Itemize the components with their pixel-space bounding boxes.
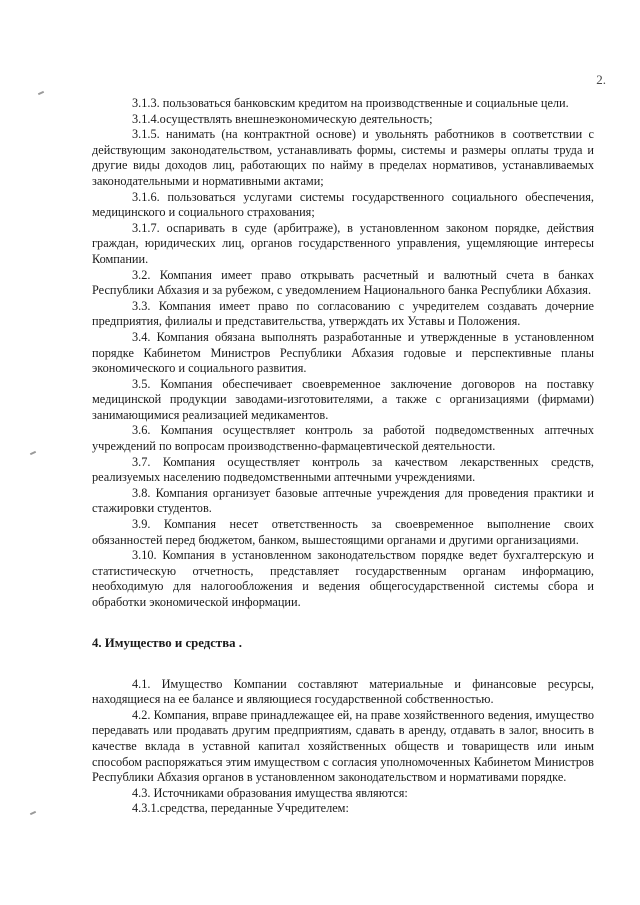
paragraph-3-1-6: 3.1.6. пользоваться услугами системы государственного социального обеспечения, медицинского и социального страхования; — [92, 189, 594, 220]
paragraph-4-3-1: 4.3.1.средства, переданные Учредителем: — [132, 801, 349, 816]
page-number: 2. — [596, 72, 606, 87]
paragraph-3-2: 3.2. Компания имеет право открывать расчетный и валютный счета в банках Республики Абхазия и за рубежом, с уведомлением Национального банка Республики Абхазия. — [92, 267, 594, 298]
scan-mark — [38, 91, 44, 95]
paragraph-3-5: 3.5. Компания обеспечивает своевременное заключение договоров на поставку медицинской продукции заводами-изготовителями, а также с организациями (фирмами) занимающимися реализацией медикаментов. — [92, 376, 594, 422]
scan-mark — [30, 811, 36, 815]
paragraph-4-2: 4.2. Компания, вправе принадлежащее ей, на праве хозяйственного ведения, имущество передавать или продавать другим предприятиям, сдавать в аренду, отдавать в залог, вносить в качестве вклада в уставной капитал хозяйственных обществ и товариществ или иным способом распоряжаться этим имуществом с согласия уполномоченных Кабинетом Министров Республики Абхазия органов в установленном законодательством и нормативами порядке. — [92, 707, 594, 785]
paragraph-3-1-4: 3.1.4.осуществлять внешнеэкономическую деятельность; — [132, 111, 433, 126]
paragraph-4-1: 4.1. Имущество Компании составляют материальные и финансовые ресурсы, находящиеся на ее балансе и являющиеся государственной собственностью. — [92, 676, 594, 707]
section-heading: 4. Имущество и средства . — [92, 635, 242, 650]
paragraph-3-1-7: 3.1.7. оспаривать в суде (арбитраже), в установленном законом порядке, действия граждан, юридических лиц, органов государственного управления, ущемляющие интересы Компании. — [92, 220, 594, 266]
paragraph-4-3: 4.3. Источниками образования имущества являются: — [132, 785, 408, 800]
section-paragraphs — [92, 677, 594, 817]
top-paragraphs — [92, 96, 594, 611]
paragraph-3-7: 3.7. Компания осуществляет контроль за качеством лекарственных средств, реализуемых населению подведомственными аптечными учреждениями. — [92, 454, 594, 485]
scan-mark — [30, 451, 36, 455]
paragraph-3-1-3: 3.1.3. пользоваться банковским кредитом на производственные и социальные цели. — [132, 96, 569, 110]
paragraph-3-1-5: 3.1.5. нанимать (на контрактной основе) и увольнять работников в соответствии с действующим законодательством, устанавливать формы, системы и размеры оплаты труда и другие виды доходов лиц, работающих по найму в пределах нормативов, устанавливаемых законодательными и нормативными актами; — [92, 127, 594, 188]
paragraph-3-8: 3.8. Компания организует базовые аптечные учреждения для проведения практики и стажировки студентов. — [92, 485, 594, 516]
paragraph-3-6: 3.6. Компания осуществляет контроль за работой подведомственных аптечных учреждений по вопросам производственно-фармацевтической деятельности. — [92, 423, 594, 454]
paragraph-3-9: 3.9. Компания несет ответственность за своевременное выполнение своих обязанностей перед бюджетом, банком, вышестоящими органами и другими организациями. — [92, 517, 594, 547]
paragraph-3-4: 3.4. Компания обязана выполнять разработанные и утвержденные в установленном порядке Кабинетом Министров Республики Абхазия годовые и перспективные планы экономического и социального развития. — [92, 329, 594, 376]
paragraph-3-10: 3.10. Компания в установленном законодательством порядке ведет бухгалтерскую и статистическую отчетность, представляет государственным органам информацию, необходимую для налогообложения и ведения общегосударственной системы сбора и обработки экономической информации. — [92, 548, 594, 609]
paragraph-3-3: 3.3. Компания имеет право по согласованию с учредителем создавать дочерние предприятия, филиалы и представительства, утверждать их Уставы и Положения. — [92, 298, 594, 329]
